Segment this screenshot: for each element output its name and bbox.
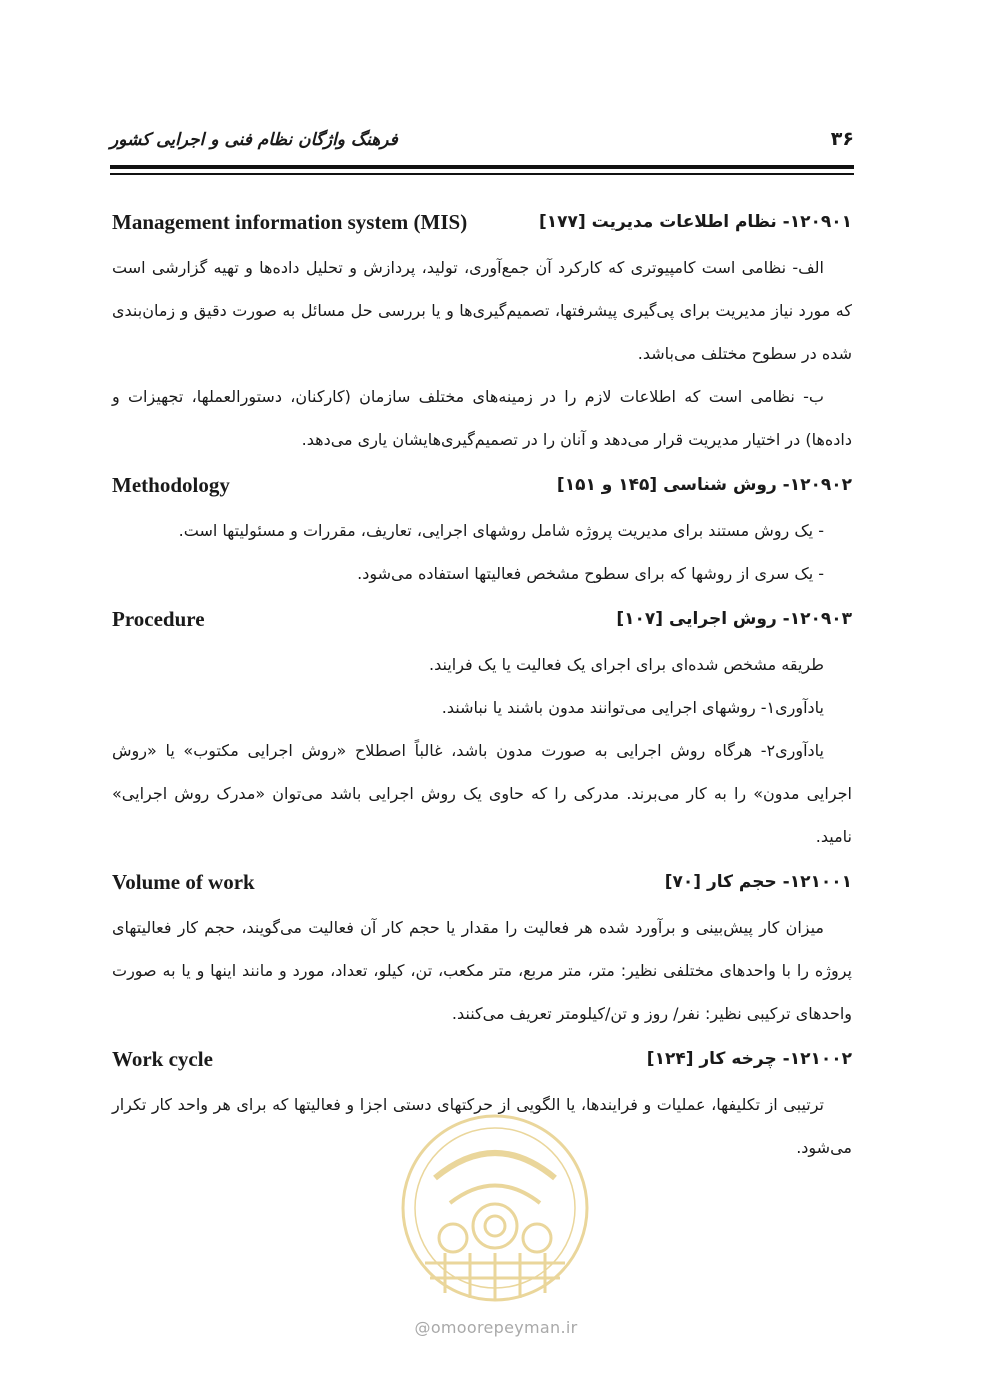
entry-paragraph: طریقه مشخص شده‌ای برای اجرای یک فعالیت یا یک فرایند. [429,655,824,674]
entry-methodology [112,471,852,595]
entry-heading [112,868,852,906]
entry-fa-title: ۱۲۰۹۰۱- نظام اطلاعات مدیریت [۱۷۷] [539,212,852,232]
entry-fa-title: ۱۲۰۹۰۳- روش اجرایی [۱۰۷] [616,609,852,629]
entry-paragraph: - یک سری از روشها که برای سطوح مشخص فعالیتها استفاده می‌شود. [357,564,824,583]
header-rule-thick [110,165,854,169]
entry-fa-title: ۱۲۰۹۰۲- روش شناسی [۱۴۵ و ۱۵۱] [556,475,852,495]
page-header [110,128,854,158]
page-number: ۳۶ [830,128,854,150]
entry-en-title: Procedure [112,607,205,631]
entry-spacer [112,595,852,605]
entry-work-cycle [112,1045,852,1169]
entry-heading [112,605,852,643]
watermark-site: @omoorepeyman.ir [414,1318,578,1337]
entry-fa-title: ۱۲۱۰۰۱- حجم کار [۷۰] [664,872,852,892]
entry-paragraph: - یک روش مستند برای مدیریت پروژه شامل روشهای اجرایی، تعاریف، مقررات و مسئولیتها است. [178,521,824,540]
entry-spacer [112,461,852,471]
entry-spacer [112,1035,852,1045]
entry-procedure [112,605,852,858]
entry-heading [112,208,852,246]
entry-spacer [112,858,852,868]
header-rule-thin [110,173,854,175]
page-content [112,208,852,1169]
entry-en-title: Work cycle [112,1047,213,1071]
entry-en-title: Volume of work [112,870,255,894]
entry-volume-of-work [112,868,852,1035]
entry-heading [112,1045,852,1083]
entry-heading [112,471,852,509]
entry-paragraph: یادآوری۱- روشهای اجرایی می‌توانند مدون باشند یا نباشند. [441,698,824,717]
entry-paragraph: ب- نظامی است که اطلاعات لازم را در زمینه‌های مختلف سازمان (کارکنان، دستورالعملها، تجهیزات و داده‌ها) در اختیار مدیریت قرار می‌دهد و آنان را در تصمیم‌گیری‌هایشان یاری می‌دهد. [112,387,852,449]
entry-fa-title: ۱۲۱۰۰۲- چرخه کار [۱۲۴] [646,1049,852,1069]
entry-management-information-system [112,208,852,461]
entry-en-title: Management information system (MIS) [112,210,468,234]
entry-paragraph: میزان کار پیش‌بینی و برآورد شده هر فعالیت را مقدار یا حجم کار آن فعالیت می‌گویند، حجم کار فعالیتهای پروژه را با واحدهای مختلفی نظیر: متر، متر مربع، متر مکعب، تن، کیلو، تعداد، مورد و مانند اینها و یا به صورت واحدهای ترکیبی نظیر: نفر/ روز و تن/کیلومتر تعریف می‌کنند. [112,918,852,1023]
book-title: فرهنگ واژگان نظام فنی و اجرایی کشور [110,130,398,150]
entry-paragraph: الف- نظامی است کامپیوتری که کارکرد آن جمع‌آوری، تولید، پردازش و تحلیل داده‌ها و تهیه گزارشی است که مورد نیاز مدیریت برای پی‌گیری پیشرفتها، تصمیم‌گیری‌ها و یا بررسی حل مسائل به صورت دقیق و زمان‌بندی شده در سطوح مختلف می‌باشد. [112,258,852,363]
entry-en-title: Methodology [112,473,230,497]
entry-paragraph: یادآوری۲- هرگاه روش اجرایی به صورت مدون باشد، غالباً اصطلاح «روش اجرایی مکتوب» یا «روش اجرایی مدون» را به کار می‌برند. مدرکی را که حاوی یک روش اجرایی باشد می‌توان «مدرک روش اجرایی» نامید. [112,741,852,846]
entry-paragraph: ترتیبی از تکلیفها، عملیات و فرایندها، یا الگویی از حرکتهای دستی اجزا و فعالیتها که برای هر واحد کار تکرار می‌شود. [112,1095,852,1157]
